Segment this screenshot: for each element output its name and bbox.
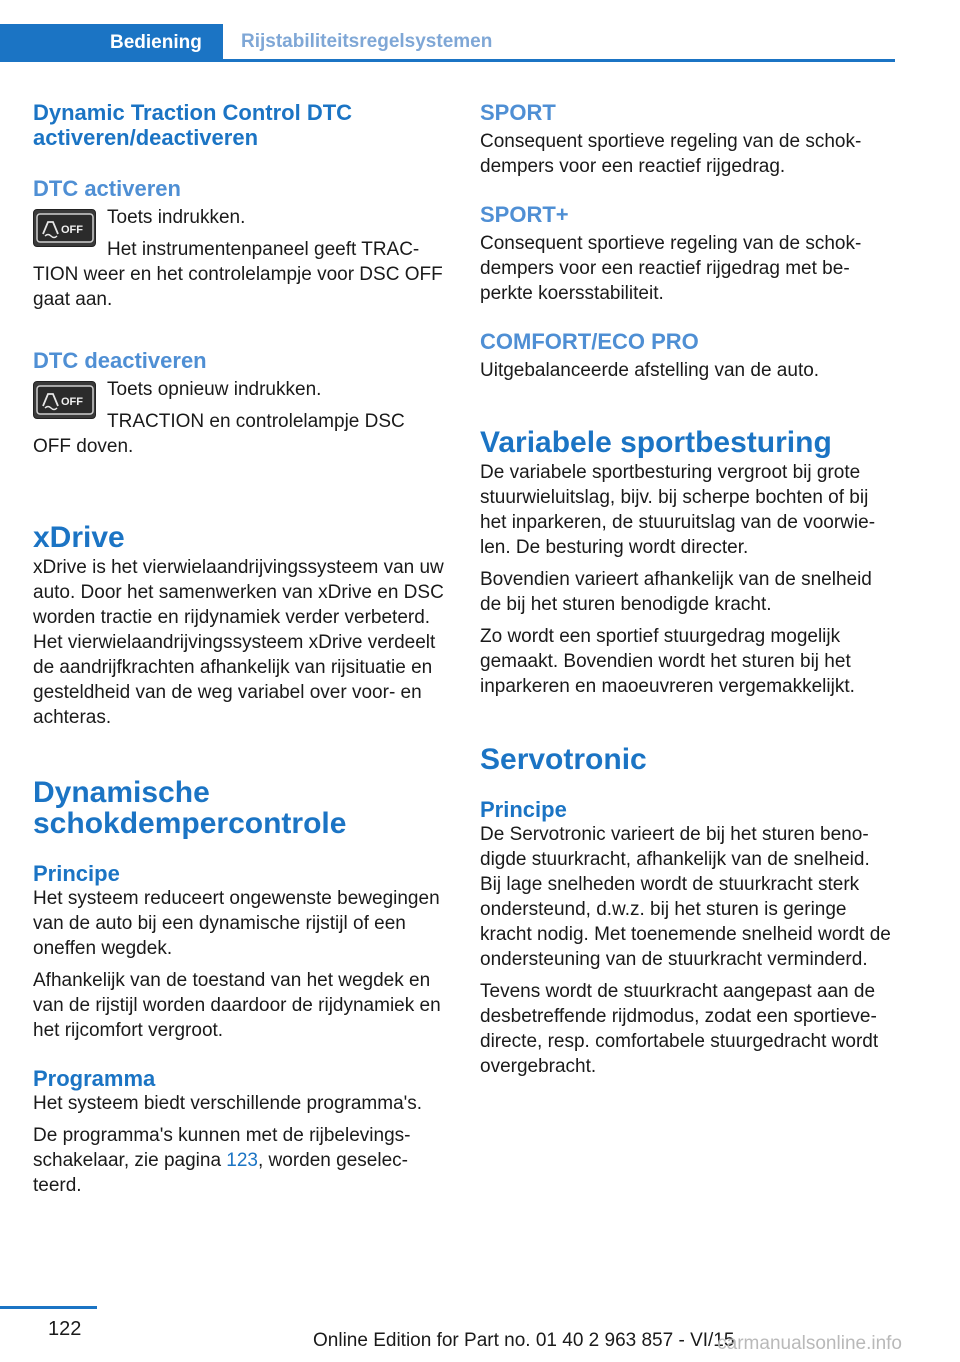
- tab-bediening-label: Bediening: [110, 32, 202, 53]
- page-number: 122: [48, 1318, 82, 1340]
- left-column: [33, 100, 447, 1198]
- dtc-on-block: [33, 205, 447, 262]
- dtc-on-step1: Toets indrukken.: [107, 207, 246, 228]
- comfort-text: Uitgebalanceerde afstelling van de auto.: [480, 360, 820, 381]
- servo-principle-heading: Principe: [480, 797, 567, 822]
- dtc-on-step2-a: Het instrumentenpaneel geeft TRAC-: [107, 239, 420, 260]
- edition-text: Online Edition for Part no. 01 40 2 963 857 - VI/15: [313, 1330, 735, 1351]
- servo-title: Servotronic: [480, 743, 647, 776]
- principle-p1: Het systeem reduceert ongewenste bewegingen van de auto bij een dynamische rijstijl of een oneffen wegdek.: [33, 888, 440, 959]
- vsb-p3: Zo wordt een sportief stuurgedrag mogelijk gemaakt. Bovendien wordt het sturen bij het inparkeren en maoeuvreren vergemakkelijkt.: [480, 626, 855, 697]
- chapter-header: [0, 24, 895, 62]
- dtc-off-heading: DTC deactiveren: [33, 348, 207, 373]
- program-p2-a: De programma's kunnen met de rijbelevingsschakelaar, zie pagina: [33, 1125, 411, 1171]
- program-p2: [33, 1123, 447, 1198]
- dtc-button-icon: [33, 209, 96, 247]
- sportplus-text: Consequent sportieve regeling van de schokdempers voor een reactief rijgedrag met beperkte koersstabiliteit.: [480, 233, 862, 304]
- comfort-heading: COMFORT/ECO PRO: [480, 329, 699, 354]
- shock-title: Dynamische schokdempercontrole: [33, 776, 347, 840]
- dtc-icon-text: OFF: [60, 396, 83, 408]
- dtc-button-icon: [33, 381, 96, 419]
- dtc-off-step2-a: TRACTION en controlelampje DSC: [107, 411, 405, 432]
- dtc-off-step1: Toets opnieuw indrukken.: [107, 379, 322, 400]
- vsb-p2: Bovendien varieert afhankelijk van de snelheid de bij het sturen benodigde kracht.: [480, 569, 872, 615]
- dtc-title: Dynamic Traction Control DTC activeren/deactiveren: [33, 100, 353, 150]
- right-column: [480, 100, 896, 1079]
- principle-p2: Afhankelijk van de toestand van het wegdek en van de rijstijl worden daardoor de rijdynamiek en het rijcomfort vergroot.: [33, 970, 441, 1041]
- tab-rijstabiliteitsregelsystemen[interactable]: [241, 24, 492, 59]
- xdrive-title: xDrive: [33, 521, 125, 554]
- dtc-on-step2-b: TION weer en het controlelampje voor DSC OFF gaat aan.: [33, 264, 443, 310]
- program-heading: Programma: [33, 1066, 156, 1091]
- dtc-on-heading: DTC activeren: [33, 176, 181, 201]
- dtc-off-block: [33, 377, 447, 434]
- sport-heading: SPORT: [480, 100, 556, 125]
- servo-p2: Tevens wordt de stuurkracht aangepast aan de desbetreffende rijdmodus, zodat een sportieve-directe, resp. comfortabele stuurgedracht wordt overgebracht.: [480, 981, 879, 1077]
- servo-p1: De Servotronic varieert de bij het sturen benodigde stuurkracht, afhankelijk van de snelheid. Bij lage snelheden wordt de stuurkracht sterk ondersteund, d.w.z. bij het sturen is geringe kracht nodig. Met toenemende snelheid wordt de ondersteuning van de stuurkracht verminderd.: [480, 824, 891, 970]
- page-link-123[interactable]: 123: [226, 1150, 258, 1171]
- program-p2-b: , worden geselecteerd.: [33, 1150, 408, 1196]
- xdrive-text: xDrive is het vierwielaandrijvingssysteem van uw auto. Door het samenwerken van xDrive en DSC worden tractie en rijdynamiek verder verbeterd. Het vierwielaandrijvingssysteem xDrive verdeelt de aandrijfkrachten afhankelijk van rijsituatie en gesteldheid van de weg variabel over voor- en achteras.: [33, 557, 444, 728]
- sport-text: Consequent sportieve regeling van de schokdempers voor een reactief rijgedrag.: [480, 131, 862, 177]
- footer-rule: [0, 1306, 97, 1309]
- principle-heading: Principe: [33, 861, 120, 886]
- watermark: carmanualsonline.info: [717, 1333, 902, 1354]
- tab-bediening[interactable]: [0, 24, 223, 62]
- program-p1: Het systeem biedt verschillende programma's.: [33, 1093, 423, 1114]
- dtc-off-step2-b: OFF doven.: [33, 436, 134, 457]
- sportplus-heading: SPORT+: [480, 202, 569, 227]
- dtc-icon-text: OFF: [60, 224, 83, 236]
- vsb-title: Variabele sportbesturing: [480, 426, 832, 459]
- tab-rijstabiliteit-label: Rijstabiliteitsregelsystemen: [241, 30, 493, 52]
- vsb-p1: De variabele sportbesturing vergroot bij grote stuurwieluitslag, bijv. bij scherpe bochten of bij het inparkeren, de stuuruitslag van de voorwielen. De besturing wordt directer.: [480, 462, 876, 558]
